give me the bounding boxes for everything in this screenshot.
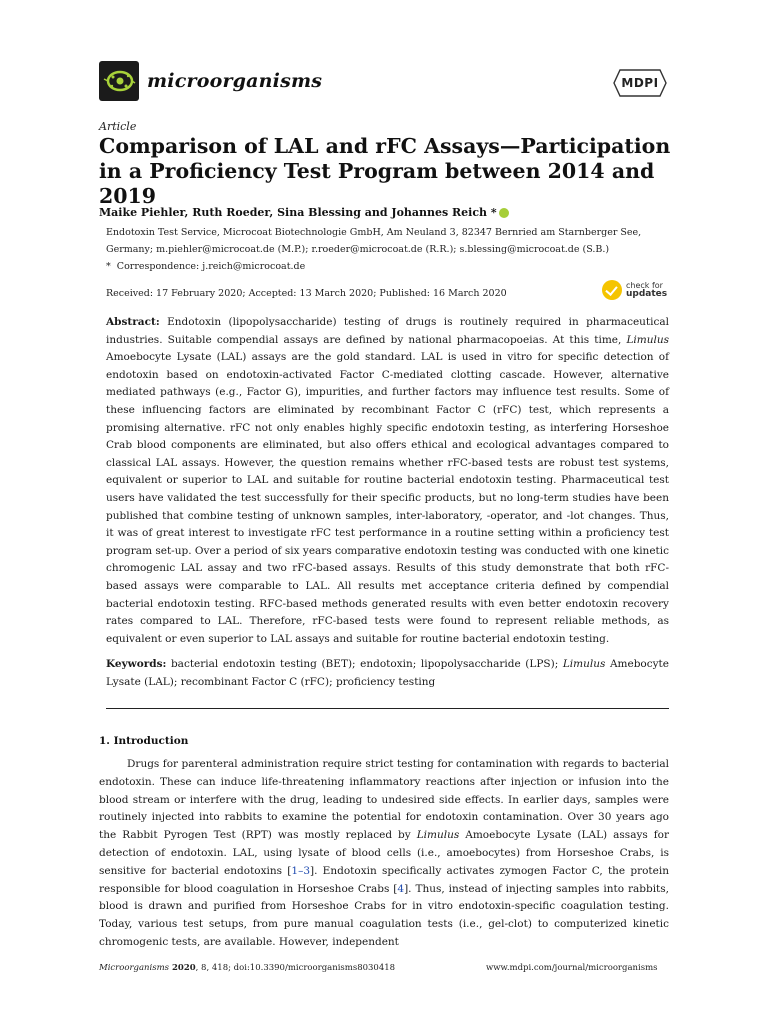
affiliation-line: Germany; m.piehler@microcoat.de (M.P.); r.roeder@microcoat.de (R.R.); s.blessing@microcoat.de (S.B.) bbox=[106, 244, 610, 255]
microorganism-logo-icon bbox=[99, 61, 139, 101]
journal-header bbox=[99, 58, 322, 104]
mdpi-logo bbox=[612, 66, 668, 100]
author-list bbox=[99, 206, 509, 219]
keywords-text: bacterial endotoxin testing (BET); endotoxin; lipopolysaccharide (LPS); bbox=[166, 658, 563, 670]
check-updates-line2: updates bbox=[626, 289, 668, 299]
footer-citation bbox=[99, 963, 395, 973]
article-title: Comparison of LAL and rFC Assays—Participation in a Proficiency Test Program between 2014 and 2019 bbox=[99, 134, 671, 208]
keywords-italic: Limulus bbox=[562, 658, 606, 670]
keywords-text: Amebocyte Lysate (LAL); recombinant Factor C (rFC); proficiency testing bbox=[106, 658, 669, 688]
correspondence-marker: * bbox=[106, 261, 111, 272]
keywords-label: Keywords: bbox=[106, 658, 167, 670]
abstract-text: Endotoxin (lipopolysaccharide) testing of drugs is routinely required in pharmaceutical industries. Suitable compendial assays are defined by national pharmacopoeias. At this time, bbox=[106, 316, 669, 346]
abstract-label: Abstract: bbox=[106, 316, 160, 328]
footer-journal: Microorganisms bbox=[99, 963, 170, 973]
authors-text: Maike Piehler, Ruth Roeder, Sina Blessing and Johannes Reich * bbox=[99, 206, 497, 219]
abstract-text: Amoebocyte Lysate (LAL) assays are the gold standard. LAL is used in vitro for specific detection of endotoxin based on endotoxin-activated Factor C-mediated clotting cascade. However, alternative mediated pathways (e.g., Factor G), impurities, and further factors may influence test results. Some of these influencing factors are eliminated by recombinant Factor C (rFC) test, which represents a promising alternative. rFC not only enables highly specific endotoxin testing, as interfering Horseshoe Crab blood components are eliminated, but also offers ethical and ecological advantages compared to classical LAL assays. However, the question remains whether rFC-based tests are robust test systems, equivalent or superior to LAL and suitable for routine bacterial endotoxin testing. Pharmaceutical test users have validated the test successfully for their specific products, but no long-term studies have been published that combine testing of unknown samples, inter-laboratory, -operator, and -lot changes. Thus, it was of great interest to investigate rFC test performance in a routine setting within a proficiency test program set-up. Over a period of six years comparative endotoxin testing was conducted with one kinetic chromogenic LAL assay and two rFC-based assays. Results of this study demonstrate that both rFC-based assays were comparable to LAL. All results met acceptance criteria defined by compendial bacterial endotoxin testing. RFC-based methods generated results with even better endotoxin recovery rates compared to LAL. Therefore, rFC-based tests were found to represent reliable methods, as equivalent or even superior to LAL assays and suitable for routine bacterial endotoxin testing. bbox=[106, 351, 669, 645]
article-type: Article bbox=[99, 120, 137, 133]
abstract bbox=[106, 314, 669, 648]
intro-text: ]. Thus, instead of injecting samples into rabbits, blood is drawn and purified from Horseshoe Crabs for in vitro endotoxin-specific coagulation testing. Today, various test setups, from pure manual coagulation tests (i.e., gel-clot) to computerized kinetic chromogenic tests, are available. However, independent bbox=[99, 882, 669, 948]
section-heading: 1. Introduction bbox=[99, 735, 189, 747]
footer-url[interactable]: www.mdpi.com/journal/microorganisms bbox=[486, 963, 658, 973]
intro-italic: Limulus bbox=[416, 829, 460, 842]
intro-text: Drugs for parenteral administration require strict testing for contamination with regards to bacterial endotoxin. These can induce life-threatening inflammatory reactions after injection or infusion into the blood stream or interfere with the drug, leading to undesired side effects. In earlier days, samples were routinely injected into rabbits to examine the potential for endotoxin contamination. Over 30 years ago the Rabbit Pyrogen Test (RPT) was mostly replaced by bbox=[99, 758, 669, 842]
correspondence-text: Correspondence: j.reich@microcoat.de bbox=[116, 261, 306, 272]
abstract-italic: Limulus bbox=[626, 333, 669, 346]
citation-link[interactable]: 1–3 bbox=[291, 864, 311, 877]
affiliation-line: Endotoxin Test Service, Microcoat Biotechnologie GmbH, Am Neuland 3, 82347 Bernried am Starnberger See, bbox=[106, 227, 642, 238]
citation-link[interactable]: 4 bbox=[397, 882, 405, 895]
footer-year: 2020 bbox=[169, 963, 196, 973]
section-divider bbox=[106, 708, 669, 709]
publication-dates: Received: 17 February 2020; Accepted: 13 March 2020; Published: 16 March 2020 bbox=[106, 288, 507, 299]
check-for-updates-badge[interactable] bbox=[602, 278, 674, 302]
check-updates-line1: check for bbox=[626, 281, 663, 290]
checkmark-icon bbox=[602, 280, 622, 300]
orcid-icon[interactable] bbox=[499, 208, 509, 218]
intro-text: ]. Endotoxin specifically activates zymogen Factor C, the protein responsible for blood coagulation in Horseshoe Crabs [ bbox=[99, 864, 669, 895]
check-updates-label bbox=[626, 281, 667, 299]
mdpi-logo-text: MDPI bbox=[621, 76, 659, 90]
affiliation-block bbox=[106, 224, 676, 275]
intro-text: Amoebocyte Lysate (LAL) assays for detection of endotoxin. LAL, using lysate of blood cells (i.e., amoebocytes) from Horseshoe Crabs, is sensitive for bacterial endotoxins [ bbox=[99, 829, 669, 877]
footer-doi: , 8, 418; doi:10.3390/microorganisms8030418 bbox=[195, 963, 396, 973]
keywords bbox=[106, 656, 669, 691]
journal-name: microorganisms bbox=[147, 70, 323, 92]
correspondence bbox=[106, 258, 676, 275]
introduction-paragraph bbox=[99, 756, 669, 952]
